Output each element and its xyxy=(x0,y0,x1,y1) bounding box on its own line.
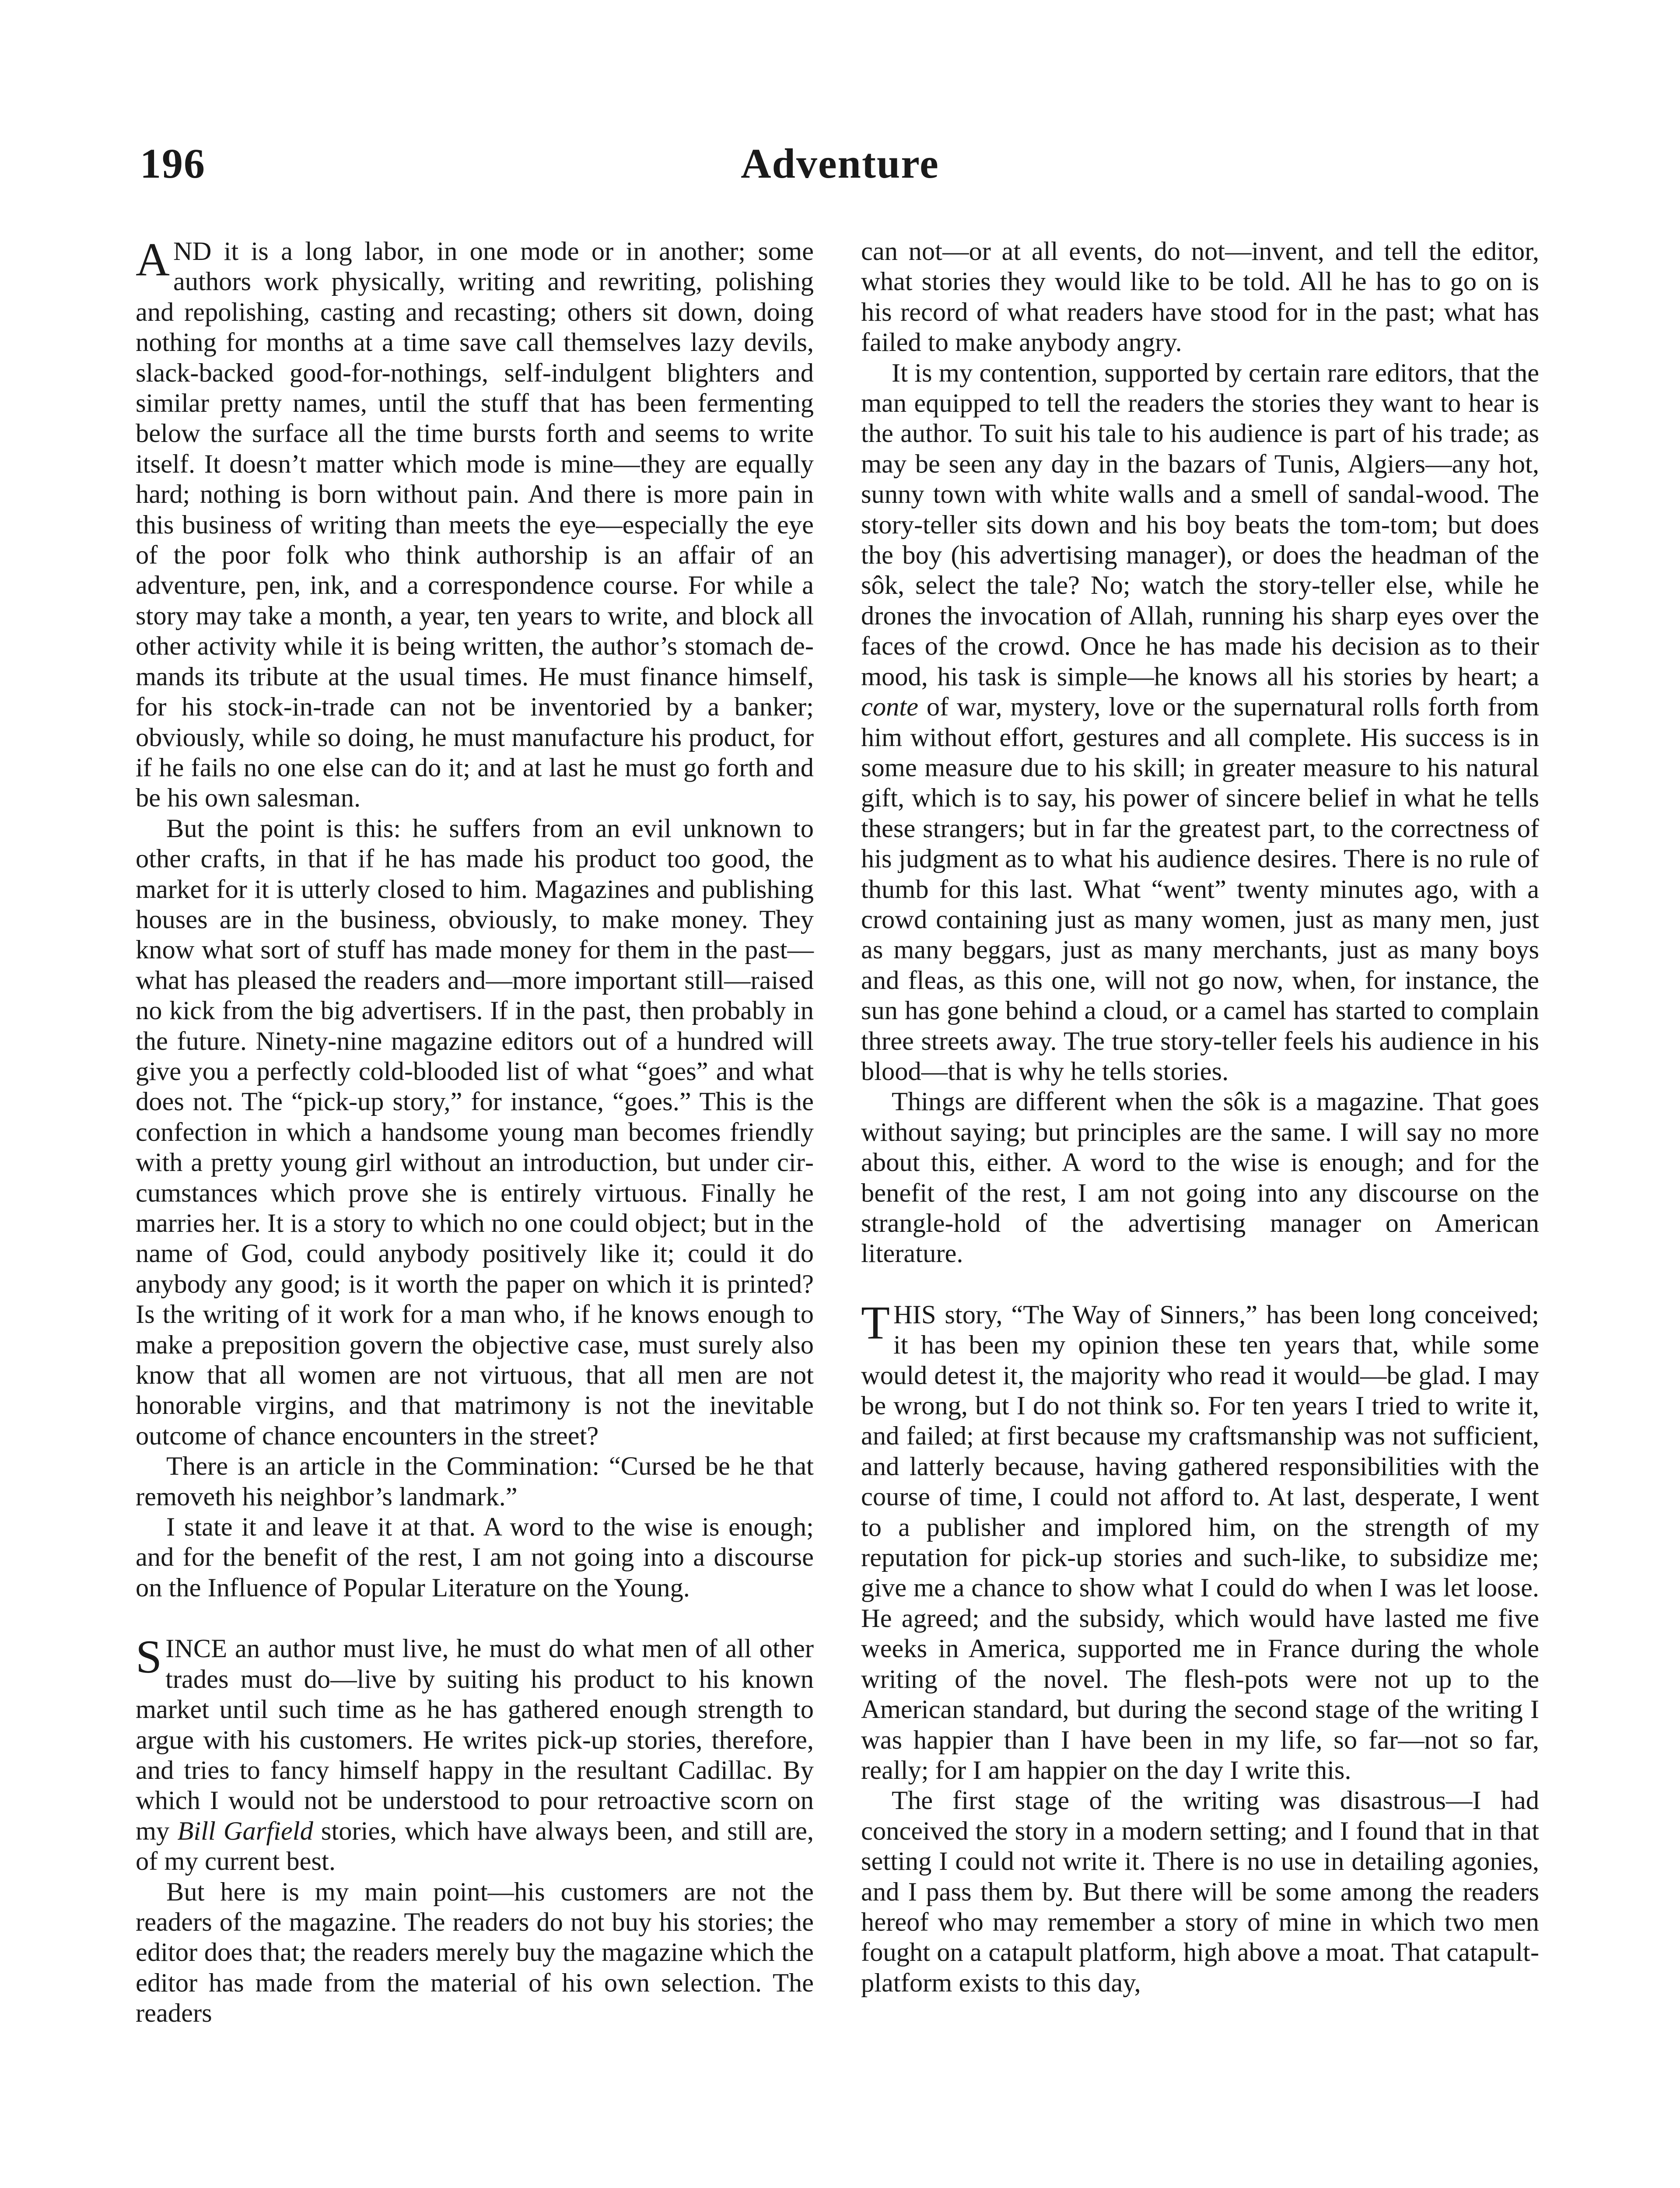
paragraph-text: of war, mystery, love or the supernatural rolls forth from him without effort, gestures and all complete. His success is in some measure due to his skill; in greater measure to his natural gift, which is to say, his power of sincere belief in what he tells these strangers; but in far the greatest part, to the correctness of his judgment as to what his audience desires. There is no rule of thumb for this last. What “went” twenty minutes ago, with a crowd containing just as many women, just as many men, just as many beggars, just as many merchants, just as many boys and fleas, as this one, will not go now, when, for instance, the sun has gone behind a cloud, or a camel has started to complain three streets away. The true story-teller feels his audience in his blood—that is why he tells stories. xyxy=(861,692,1539,1086)
paragraph xyxy=(136,236,814,813)
paragraph: There is an article in the Commination: “Cursed be he that removeth his neighbor’s landmark.” xyxy=(136,1452,814,1511)
paragraph: But the point is this: he suffers from an evil unknown to other crafts, in that if he has made his product too good, the market for it is utterly closed to him. Magazines and publishing houses are in the business, obviously, to make money. They know what sort of stuff has made money for them in the past—what has pleased the readers and—more important still—raised no kick from the big advertisers. If in the past, then probably in the future. Ninety-nine magazine editors out of a hundred will give you a perfectly cold-blooded list of what “goes” and what does not. The “pick-up story,” for instance, “goes.” This is the confection in which a handsome young man becomes friendly with a pretty young girl without an introduction, but under circumstances which prove she is entirely virtuous. Finally he marries her. It is a story to which no one could object; but in the name of God, could anybody positively like it; could it do anybody any good; is it worth the paper on which it is printed? Is the writing of it work for a man who, if he knows enough to make a preposition govern the objective case, must surely also know that all women are not virtuous, that all men are not honorable virgins, and that matrimony is not the inevitable outcome of chance encounters in the street? xyxy=(136,813,814,1451)
page-number: 196 xyxy=(140,140,206,187)
italic-title: Bill Garfield xyxy=(177,1816,313,1846)
running-head-title: Adventure xyxy=(741,140,939,187)
paragraph: I state it and leave it at that. A word to the wise is enough; and for the benefit of the rest, I am not going into a discourse on the Influence of Popular Literature on the Young. xyxy=(136,1512,814,1602)
drop-cap: A xyxy=(136,234,170,286)
paragraph xyxy=(861,1297,1539,1786)
paragraph-text: INCE an author must live, he must do what men of all other trades must do—live by suiting his product to his known market until such time as he has gathered enough strength to argue with his customers. He writes pick-up stories, therefore, and tries to fancy himself happy in the resultant Cadillac. By which I would not be understood to pour retroactive scorn on my xyxy=(136,1634,814,1846)
paragraph-text: It is my contention, supported by certain rare editors, that the man equipped to tell the readers the stories they want to hear is the author. To suit his tale to his audience is part of his trade; as may be seen any day in the bazars of Tunis, Algiers—any hot, sunny town with white walls and a smell of sandal-wood. The story-teller sits down and his boy beats the tom-tom; but does the boy (his advertising manager), or does the headman of the sôk, select the tale? No; watch the story-teller else, while he drones the invocation of Allah, running his sharp eyes over the faces of the crowd. Once he has made his decision as to their mood, his task is simple—he knows all his stories by heart; a xyxy=(861,358,1539,691)
paragraph: Things are different when the sôk is a magazine. That goes without saying; but principles are the same. I will say no more about this, either. A word to the wise is enough; and for the benefit of the rest, I am not going into any discourse on the strangle-hold of the advertising manager on American literature. xyxy=(861,1087,1539,1269)
paragraph xyxy=(861,358,1539,1087)
drop-cap: S xyxy=(136,1631,162,1683)
paragraph-text: ND it is a long labor, in one mode or in another; some authors work physically, writing and rewriting, polishing and repolishing, casting and recasting; others sit down, doing nothing for months at a time save call themselves lazy devils, slack-backed good-for-nothings, self-indulgent blighters and similar pretty names, until the stuff that has been fermenting below the surface all the time bursts forth and seems to write itself. It doesn’t matter which mode is mine—they are equally hard; nothing is born without pain. And there is more pain in this business of writing than meets the eye—especially the eye of the poor folk who think authorship is an affair of an adventure, pen, ink, and a correspondence course. For while a story may take a month, a year, ten years to write, and block all other activity while it is being written, the author’s stomach demands its tribute at the usual times. He must finance himself, for his stock-in-trade can not be inventoried by a banker; obviously, while so doing, he must manufacture his product, for if he fails no one else can do it; and at last he must go forth and be his own salesman. xyxy=(136,237,814,813)
left-column xyxy=(136,236,814,2029)
right-column xyxy=(861,236,1539,1998)
paragraph xyxy=(136,1631,814,1876)
paragraph: can not—or at all events, do not—invent, and tell the editor, what stories they would like to be told. All he has to go on is his record of what readers have stood for in the past; what has failed to make anybody angry. xyxy=(861,237,1539,358)
paragraph: But here is my main point—his customers are not the readers of the magazine. The readers do not buy his stories; the editor does that; the readers merely buy the magazine which the editor has made from the material of his own selection. The readers xyxy=(136,1877,814,2028)
paragraph-text: stories, which have always been, and still are, of my current best. xyxy=(136,1816,814,1876)
paragraph-text: HIS story, “The Way of Sinners,” has been long conceived; it has been my opinion these ten years that, while some would detest it, the majority who read it would—be glad. I may be wrong, but I do not think so. For ten years I tried to write it, and failed; at first because my craftsmanship was not sufficient, and latterly because, having gathered responsibilities with the course of time, I could not afford to. At last, desperate, I went to a publisher and implored him, on the strength of my reputation for pick-up stories and such-like, to subsidize me; give me a chance to show what I could do when I was let loose. He agreed; and the subsidy, which would have lasted me five weeks in America, supported me in France during the whole writing of the novel. The flesh-pots were not up to the American standard, but during the second stage of the writing I was happier than I have been in my life, so far—not so far, really; for I am happier on the day I write this. xyxy=(861,1300,1539,1785)
paragraph: The first stage of the writing was disastrous—I had conceived the story in a modern setting; and I found that in that setting I could not write it. There is no use in detailing agonies, and I pass them by. But there will be some among the readers hereof who may remember a story of mine in which two men fought on a catapult platform, high above a moat. That catapult-platform exists to this day, xyxy=(861,1786,1539,1998)
italic-word: conte xyxy=(861,692,919,722)
drop-cap: T xyxy=(861,1297,890,1349)
